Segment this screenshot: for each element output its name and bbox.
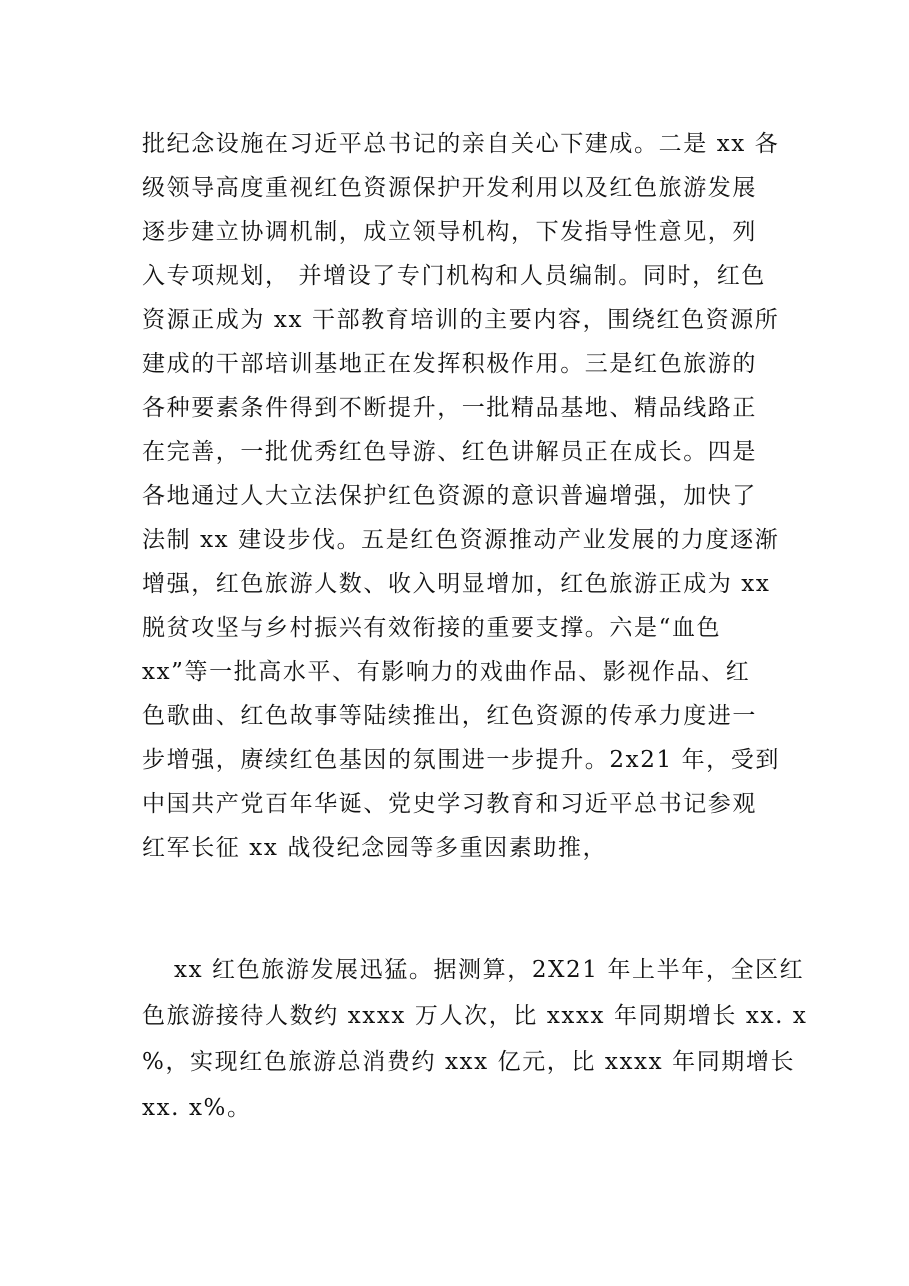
paragraph-line: 各地通过人大立法保护红色资源的意识普遍增强，加快了: [142, 483, 757, 509]
paragraph-line: xx 红色旅游发展迅猛。据测算，2X21 年上半年，全区红: [174, 957, 805, 983]
paragraph-line: 各种要素条件得到不断提升，一批精品基地、精品线路正: [142, 395, 757, 421]
paragraph-line: 批纪念设施在习近平总书记的亲自关心下建成。二是 xx 各: [142, 131, 780, 157]
paragraph-line: 步增强，赓续红色基因的氛围进一步提升。2x21 年，受到: [142, 747, 780, 773]
paragraph-line: 逐步建立协调机制，成立领导机构，下发指导性意见，列: [142, 219, 757, 245]
paragraph-line: 在完善，一批优秀红色导游、红色讲解员正在成长。四是: [142, 439, 757, 465]
paragraph-line: xx. x%。: [142, 1095, 252, 1121]
paragraph-line: 色歌曲、红色故事等陆续推出，红色资源的传承力度进一: [142, 703, 757, 729]
paragraph-line: 法制 xx 建设步伐。五是红色资源推动产业发展的力度逐渐: [142, 527, 780, 553]
paragraph-line: 建成的干部培训基地正在发挥积极作用。三是红色旅游的: [142, 351, 757, 377]
paragraph-line: 级领导高度重视红色资源保护开发利用以及红色旅游发展: [142, 175, 757, 201]
paragraph-line: 增强，红色旅游人数、收入明显增加，红色旅游正成为 xx: [142, 571, 771, 597]
paragraph-line: 中国共产党百年华诞、党史学习教育和习近平总书记参观: [142, 791, 757, 817]
paragraph-line: 入专项规划， 并增设了专门机构和人员编制。同时，红色: [142, 263, 766, 289]
paragraph-line: xx”等一批高水平、有影响力的戏曲作品、影视作品、红: [142, 659, 751, 685]
paragraph-line: %，实现红色旅游总消费约 xxx 亿元，比 xxxx 年同期增长: [142, 1049, 796, 1075]
paragraph-line: 红军长征 xx 战役纪念园等多重因素助推，: [142, 835, 608, 861]
paragraph-line: 色旅游接待人数约 xxxx 万人次，比 xxxx 年同期增长 xx. x: [142, 1003, 808, 1029]
paragraph-line: 脱贫攻坚与乡村振兴有效衔接的重要支撑。六是“血色: [142, 615, 722, 641]
paragraph-line: 资源正成为 xx 干部教育培训的主要内容，围绕红色资源所: [142, 307, 780, 333]
